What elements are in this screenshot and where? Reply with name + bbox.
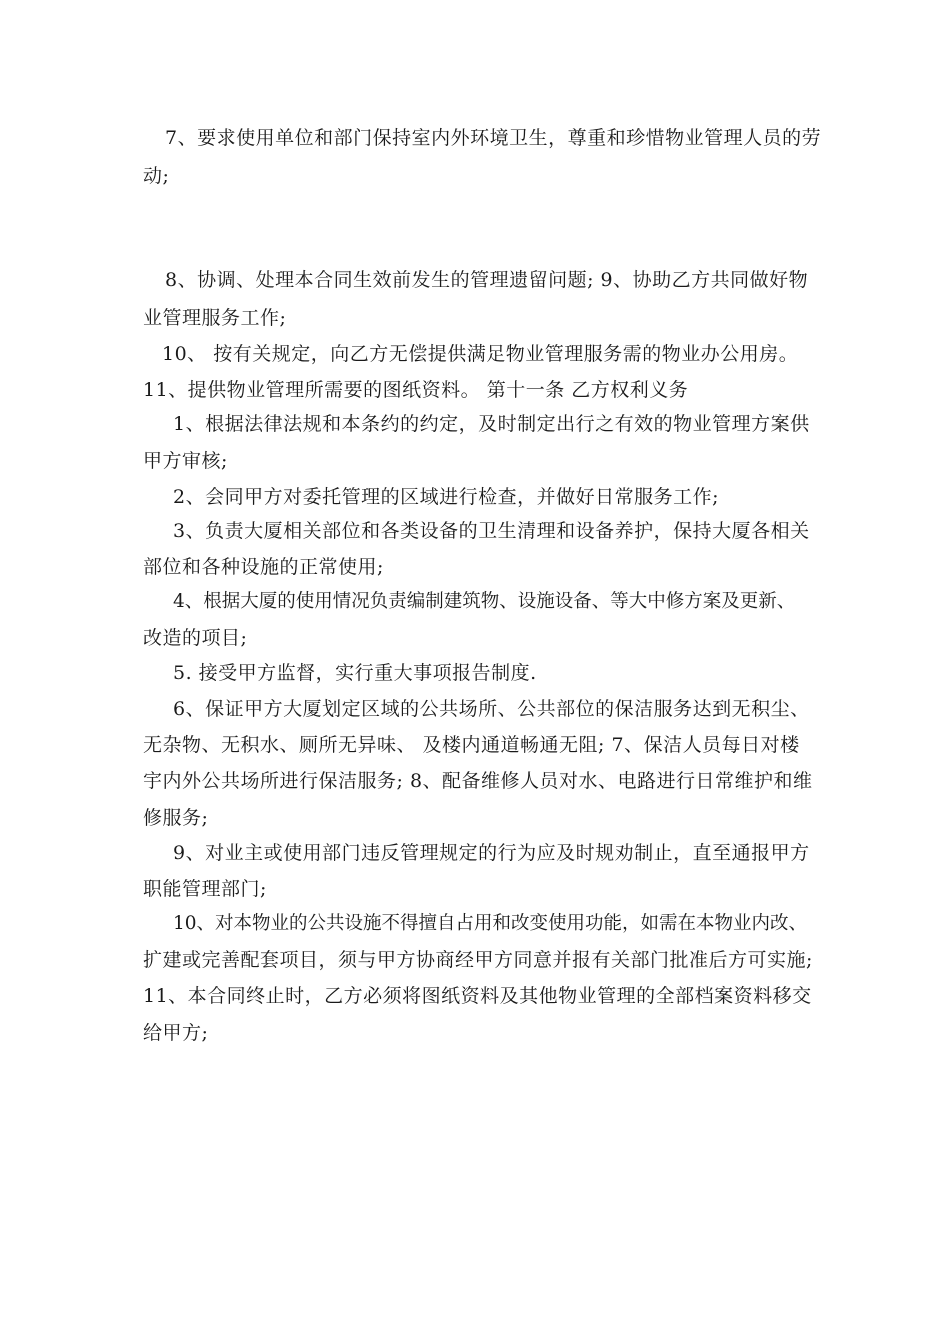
text-line: 7、要求使用单位和部门保持室内外环境卫生，尊重和珍惜物业管理人员的劳 — [165, 127, 822, 149]
text-line: 改造的项目; — [143, 627, 248, 649]
text-line: 2、会同甲方对委托管理的区域进行检查，并做好日常服务工作; — [173, 486, 719, 508]
text-line: 9、对业主或使用部门违反管理规定的行为应及时规劝制止，直至通报甲方 — [173, 842, 810, 864]
text-line: 甲方审核; — [143, 450, 228, 472]
text-line: 10、 按有关规定，向乙方无偿提供满足物业管理服务需的物业办公用房。 — [162, 343, 799, 365]
text-line: 业管理服务工作; — [143, 307, 287, 329]
text-line: 给甲方; — [143, 1022, 209, 1044]
text-line: 3、负责大厦相关部位和各类设备的卫生清理和设备养护，保持大厦各相关 — [173, 520, 810, 542]
text-line: 1、根据法律法规和本条约的约定，及时制定出行之有效的物业管理方案供 — [173, 413, 810, 435]
text-line: 修服务; — [143, 807, 209, 829]
text-line: 11、提供物业管理所需要的图纸资料。 第十一条 乙方权利义务 — [143, 379, 689, 401]
text-line: 5. 接受甲方监督，实行重大事项报告制度. — [173, 662, 537, 684]
text-line: 无杂物、无积水、厕所无异味、 及楼内通道畅通无阻; 7、保洁人员每日对楼 — [143, 734, 800, 756]
text-line: 宇内外公共场所进行保洁服务; 8、配备维修人员对水、电路进行日常维护和维 — [143, 770, 813, 792]
text-line: 动; — [143, 165, 170, 187]
text-line: 4、根据大厦的使用情况负责编制建筑物、设施设备、等大中修方案及更新、 — [173, 591, 796, 612]
text-line: 职能管理部门; — [143, 878, 267, 900]
text-line: 11、本合同终止时，乙方必须将图纸资料及其他物业管理的全部档案资料移交 — [143, 985, 812, 1007]
text-line: 10、对本物业的公共设施不得擅自占用和改变使用功能，如需在本物业内改、 — [173, 913, 808, 934]
text-line: 8、协调、处理本合同生效前发生的管理遗留问题; 9、协助乙方共同做好物 — [165, 269, 809, 291]
text-line: 部位和各种设施的正常使用; — [143, 556, 384, 578]
text-line: 6、保证甲方大厦划定区域的公共场所、公共部位的保洁服务达到无积尘、 — [173, 698, 810, 720]
text-line: 扩建或完善配套项目，须与甲方协商经甲方同意并报有关部门批准后方可实施; — [143, 949, 813, 971]
